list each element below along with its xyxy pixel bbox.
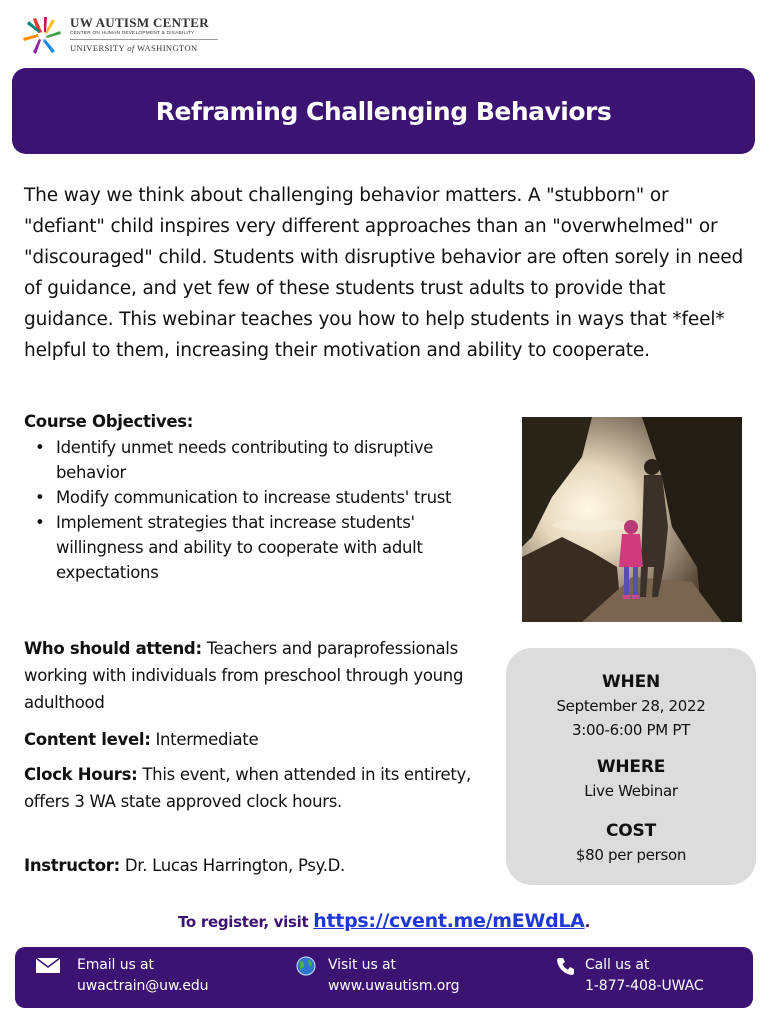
- objective-item: • Implement strategies that increase students' willingness and ability to cooperate with adult expectations: [24, 510, 494, 585]
- when-section: [506, 670, 756, 742]
- course-objectives: [24, 409, 494, 585]
- objective-item: • Identify unmet needs contributing to disruptive behavior: [24, 435, 494, 485]
- cost-section: [506, 819, 756, 867]
- contact-footer: [15, 947, 753, 1008]
- objectives-heading: Course Objectives:: [24, 412, 194, 431]
- email-address[interactable]: uwactrain@uw.edu: [77, 978, 209, 994]
- objectives-list: [24, 435, 494, 585]
- page-title: Reframing Challenging Behaviors: [155, 96, 612, 126]
- content-level-text: Intermediate: [150, 730, 259, 749]
- objective-item: • Modify communication to increase students' trust: [24, 485, 494, 510]
- phone-icon: [553, 956, 579, 976]
- event-location: Live Webinar: [584, 782, 678, 800]
- where-section: [506, 755, 756, 803]
- instructor: [24, 852, 494, 879]
- uw-autism-center-logo: [22, 13, 222, 59]
- content-level-label: Content level:: [24, 730, 151, 749]
- where-heading: WHERE: [596, 757, 666, 777]
- globe-icon: [293, 956, 319, 976]
- clock-label: Clock Hours:: [24, 765, 138, 784]
- logo-university: UNIVERSITY of WASHINGTON: [70, 43, 198, 53]
- event-details-box: [506, 648, 756, 885]
- content-level: [24, 726, 494, 753]
- envelope-icon: [35, 956, 61, 976]
- when-heading: WHEN: [601, 672, 661, 692]
- parent-child-photo: [522, 417, 742, 622]
- clock-hours: [24, 761, 494, 815]
- email-contact: [77, 955, 208, 997]
- register-prefix: To register, visit: [177, 913, 314, 931]
- website-contact: [328, 955, 459, 997]
- who-text: Teachers and paraprofessionals working with individuals from preschool through young adulthood: [24, 639, 464, 712]
- instructor-text: Dr. Lucas Harrington, Psy.D.: [119, 856, 346, 875]
- logo-divider: [70, 39, 218, 40]
- event-cost: $80 per person: [575, 846, 687, 864]
- phone-contact: [585, 955, 704, 997]
- register-link[interactable]: https://cvent.me/mEWdLA: [313, 910, 585, 932]
- register-line: [0, 910, 768, 932]
- who-label: Who should attend:: [24, 639, 202, 658]
- clock-text: This event, when attended in its entirety, offers 3 WA state approved clock hours.: [24, 765, 471, 811]
- intro-paragraph: The way we think about challenging behavior matters. A "stubborn" or "defiant" child inspires very different approaches than an "overwhelmed" or "discouraged" child. Students with disruptive behavior are often sorely in need of guidance, and yet few of these students trust adults to provide that guidance. This webinar teaches you how to help students in ways that *feel* helpful to them, increasing their motivation and ability to cooperate.: [24, 185, 744, 361]
- cost-heading: COST: [606, 821, 656, 841]
- phone-number[interactable]: 1-877-408-UWAC: [585, 978, 704, 994]
- event-time: 3:00-6:00 PM PT: [571, 721, 690, 739]
- website-url[interactable]: www.uwautism.org: [328, 978, 460, 994]
- event-date: September 28, 2022: [556, 697, 706, 715]
- register-suffix: .: [584, 913, 590, 931]
- logo-title: UW AUTISM CENTER: [70, 15, 209, 30]
- title-banner: [12, 68, 755, 154]
- who-should-attend: [24, 635, 494, 716]
- visit-label: Visit us at: [328, 957, 396, 973]
- instructor-label: Instructor:: [24, 856, 120, 875]
- logo-subtitle: CENTER ON HUMAN DEVELOPMENT & DISABILITY: [70, 31, 195, 36]
- email-label: Email us at: [77, 957, 154, 973]
- call-label: Call us at: [585, 957, 650, 973]
- hands-logo-icon: [22, 14, 62, 58]
